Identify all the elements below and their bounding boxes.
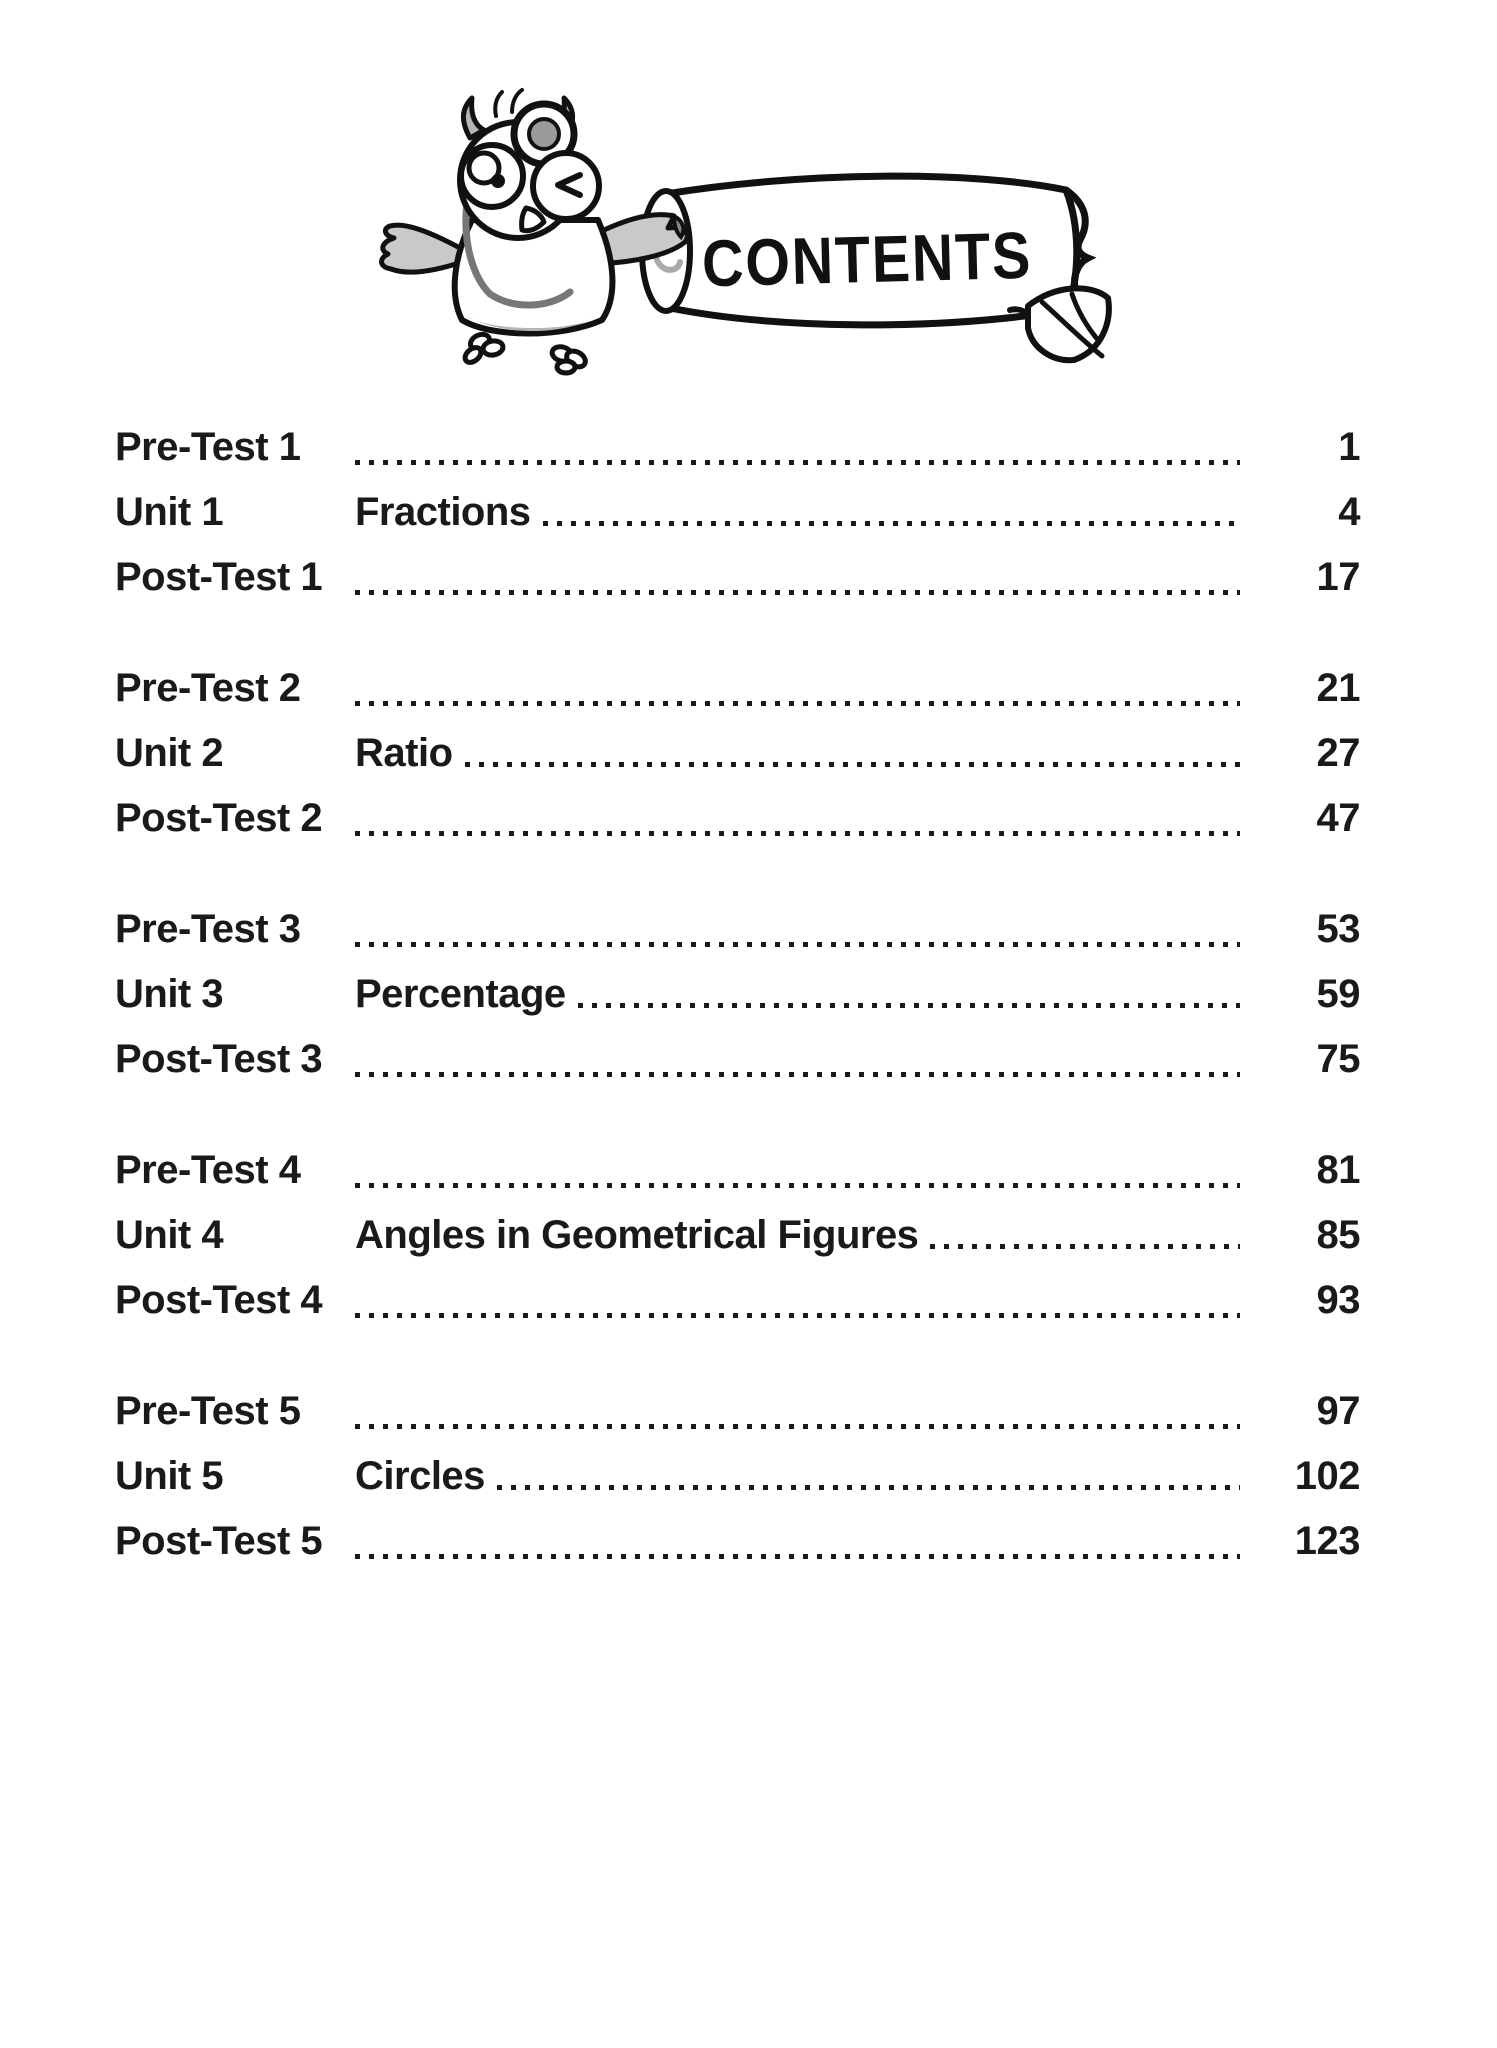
owl-doctor-mascot-icon	[382, 90, 688, 373]
dot-leader	[355, 701, 1240, 706]
toc-row	[115, 1454, 1360, 1502]
toc-row	[115, 1519, 1360, 1567]
toc-row	[115, 666, 1360, 714]
dot-leader	[355, 831, 1240, 836]
toc-title: Angles in Geometrical Figures	[355, 1213, 919, 1257]
toc-page-number: 21	[1316, 666, 1360, 710]
scroll-banner	[642, 176, 1088, 325]
dot-leader	[355, 1313, 1240, 1318]
dot-leader	[497, 1485, 1240, 1490]
toc-page-number: 93	[1316, 1278, 1360, 1322]
toc-row	[115, 1389, 1360, 1437]
toc-label: Post-Test 3	[115, 1037, 323, 1081]
toc-title: Ratio	[355, 731, 453, 775]
toc-page-number: 27	[1316, 731, 1360, 775]
toc-page-number: 97	[1316, 1389, 1360, 1433]
dot-leader	[578, 1003, 1240, 1008]
toc-row	[115, 1213, 1360, 1261]
toc-page-number: 53	[1316, 907, 1360, 951]
dot-leader	[355, 1554, 1240, 1559]
toc-row	[115, 1278, 1360, 1326]
toc-row	[115, 425, 1360, 473]
toc-label: Post-Test 1	[115, 555, 323, 599]
dot-leader	[355, 1072, 1240, 1077]
toc-page-number: 1	[1338, 425, 1360, 469]
toc-label: Unit 2	[115, 731, 224, 775]
toc-row	[115, 731, 1360, 779]
toc-label: Unit 4	[115, 1213, 224, 1257]
toc-row	[115, 796, 1360, 844]
toc-page-number: 123	[1294, 1519, 1360, 1563]
toc-label: Unit 1	[115, 490, 224, 534]
toc-label: Post-Test 5	[115, 1519, 323, 1563]
toc-label: Post-Test 2	[115, 796, 323, 840]
toc-row	[115, 972, 1360, 1020]
toc-row	[115, 1148, 1360, 1196]
toc-page-number: 85	[1316, 1213, 1360, 1257]
toc-title: Percentage	[355, 972, 566, 1016]
dot-leader	[355, 460, 1240, 465]
toc-title: Circles	[355, 1454, 485, 1498]
toc-page-number: 17	[1316, 555, 1360, 599]
toc-label: Unit 3	[115, 972, 224, 1016]
toc-page-number: 4	[1338, 490, 1360, 534]
dot-leader	[930, 1244, 1240, 1249]
toc-row	[115, 1037, 1360, 1085]
toc-page-number: 81	[1316, 1148, 1360, 1192]
toc-page-number: 47	[1316, 796, 1360, 840]
toc-page-number: 102	[1294, 1454, 1360, 1498]
toc-page-number: 59	[1316, 972, 1360, 1016]
table-of-contents	[115, 425, 1360, 1584]
toc-label: Pre-Test 3	[115, 907, 301, 951]
dot-leader	[465, 762, 1241, 767]
dot-leader	[355, 1424, 1240, 1429]
toc-label: Pre-Test 1	[115, 425, 301, 469]
toc-row	[115, 555, 1360, 603]
toc-label: Unit 5	[115, 1454, 224, 1498]
dot-leader	[355, 1183, 1240, 1188]
toc-label: Pre-Test 2	[115, 666, 301, 710]
toc-row	[115, 490, 1360, 538]
toc-page-number: 75	[1316, 1037, 1360, 1081]
header-illustration	[330, 70, 1190, 380]
toc-row	[115, 907, 1360, 955]
dot-leader	[355, 942, 1240, 947]
dot-leader	[355, 590, 1240, 595]
toc-label: Pre-Test 4	[115, 1148, 301, 1192]
toc-label: Pre-Test 5	[115, 1389, 301, 1433]
toc-title: Fractions	[355, 490, 531, 534]
toc-label: Post-Test 4	[115, 1278, 323, 1322]
dot-leader	[543, 521, 1240, 526]
banner-title: CONTENTS	[701, 216, 1082, 301]
